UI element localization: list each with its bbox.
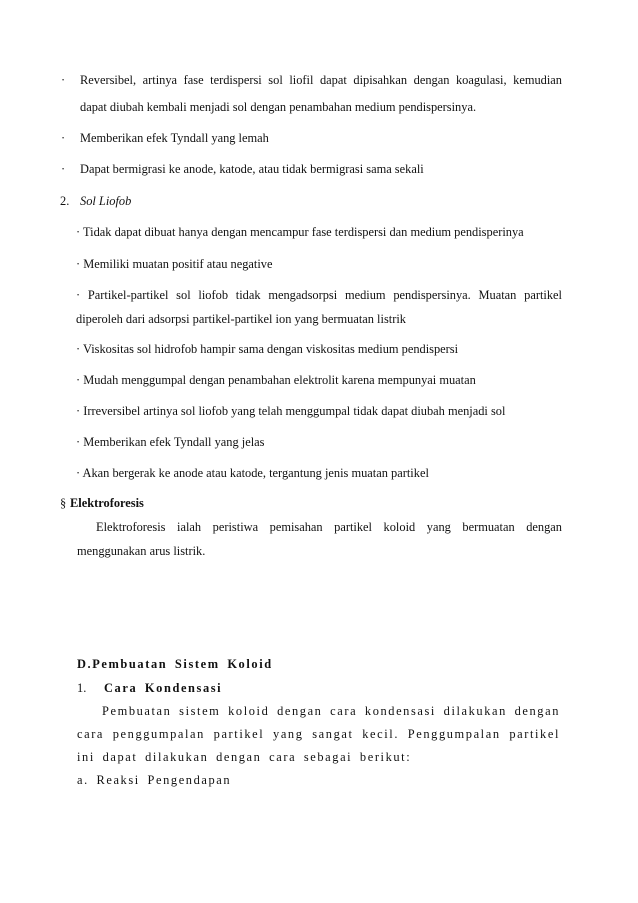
bullet-1-line-2: dapat diubah kembali menjadi sol dengan penambahan medium pendispersinya. bbox=[80, 100, 477, 114]
section-marker: § bbox=[60, 496, 67, 510]
elektroforesis-line-1: Elektroforesis ialah peristiwa pemisahan partikel koloid yang bermuatan dengan bbox=[96, 520, 562, 534]
liofob-item-5: · Mudah menggumpal dengan penambahan elektrolit karena mempunyai muatan bbox=[76, 373, 476, 387]
liofob-item-3-line-2: diperoleh dari adsorpsi partikel-partikel ion yang bermuatan listrik bbox=[76, 312, 406, 326]
kondensasi-paragraph-line-2: cara penggumpalan partikel yang sangat kecil. Penggumpalan partikel bbox=[77, 727, 560, 741]
kondensasi-paragraph-line-3: ini dapat dilakukan dengan cara sebagai berikut: bbox=[77, 750, 412, 764]
cara-kondensasi-heading: Cara Kondensasi bbox=[104, 681, 223, 695]
bullet-3: Dapat bermigrasi ke anode, katode, atau tidak bermigrasi sama sekali bbox=[80, 162, 424, 176]
bullet-marker: · bbox=[61, 131, 66, 145]
elektroforesis-line-2: menggunakan arus listrik. bbox=[77, 544, 206, 558]
subsection-number: 1. bbox=[77, 681, 87, 695]
sol-liofob-heading: Sol Liofob bbox=[80, 194, 132, 208]
liofob-item-1: · Tidak dapat dibuat hanya dengan mencampur fase terdispersi dan medium pendisperinya bbox=[76, 225, 524, 239]
liofob-item-7: · Memberikan efek Tyndall yang jelas bbox=[76, 435, 265, 449]
reaksi-pengendapan-item: a. Reaksi Pengendapan bbox=[77, 773, 232, 787]
liofob-item-2: · Memiliki muatan positif atau negative bbox=[76, 257, 273, 271]
bullet-marker: · bbox=[61, 162, 66, 176]
kondensasi-paragraph-line-1: Pembuatan sistem koloid dengan cara kondensasi dilakukan dengan bbox=[102, 704, 560, 718]
liofob-item-8: · Akan bergerak ke anode atau katode, tergantung jenis muatan partikel bbox=[76, 466, 429, 480]
liofob-item-3-line-1: · Partikel-partikel sol liofob tidak mengadsorpsi medium pendispersinya. Muatan partikel bbox=[76, 288, 562, 302]
bullet-2: Memberikan efek Tyndall yang lemah bbox=[80, 131, 269, 145]
elektroforesis-heading: Elektroforesis bbox=[70, 496, 144, 510]
bullet-1-line-1: Reversibel, artinya fase terdispersi sol liofil dapat dipisahkan dengan koagulasi, kemudian bbox=[80, 73, 562, 87]
list-number-2: 2. bbox=[60, 194, 70, 208]
section-d-heading: D.Pembuatan Sistem Koloid bbox=[77, 657, 273, 671]
bullet-marker: · bbox=[61, 73, 66, 87]
liofob-item-6: · Irreversibel artinya sol liofob yang telah menggumpal tidak dapat diubah menjadi sol bbox=[76, 404, 506, 418]
liofob-item-4: · Viskositas sol hidrofob hampir sama dengan viskositas medium pendispersi bbox=[76, 342, 459, 356]
